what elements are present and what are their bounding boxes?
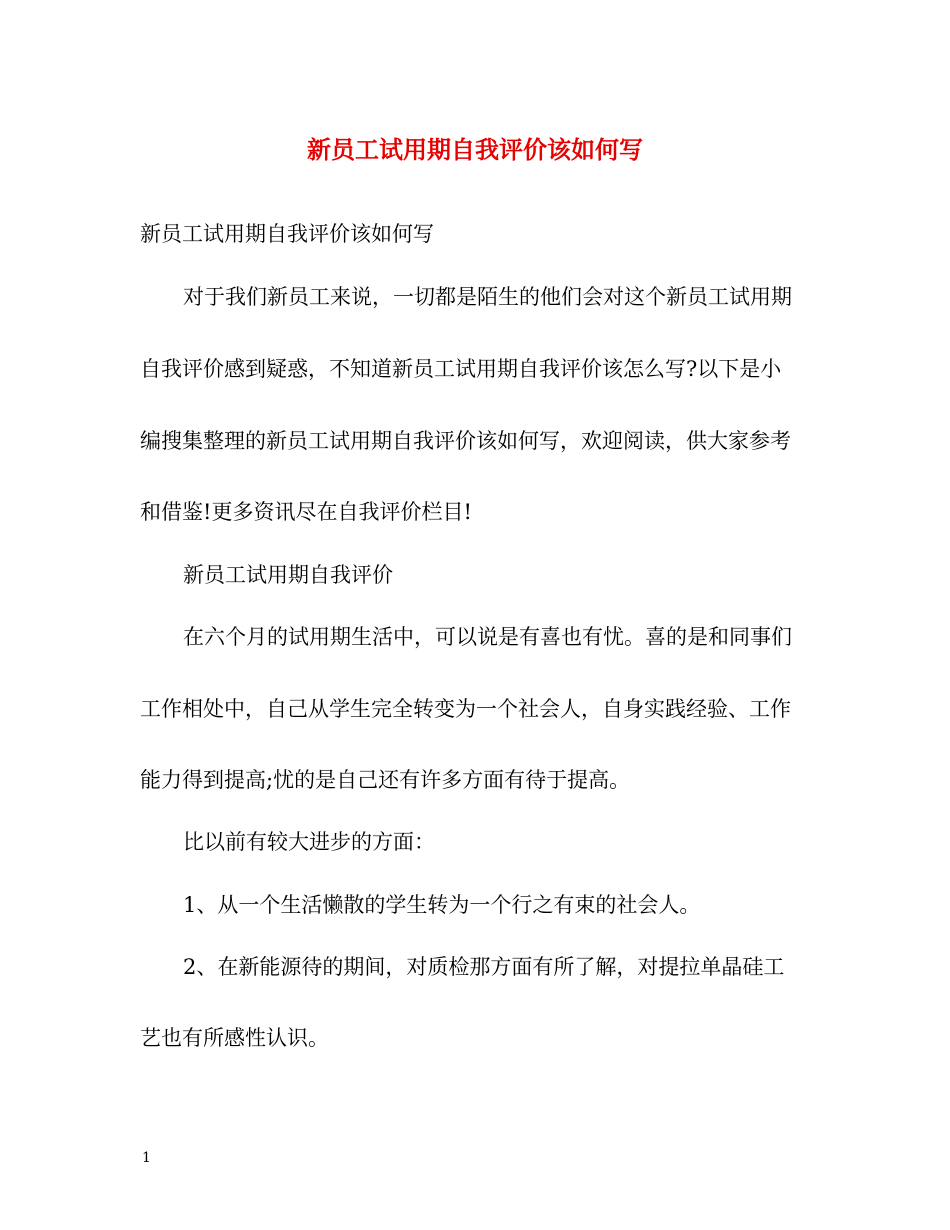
paragraph-line: 编搜集整理的新员工试用期自我评价该如何写，欢迎阅读，供大家参考 xyxy=(140,429,791,453)
list-item: 2、在新能源待的期间，对质检那方面有所了解，对提拉单晶硅工 xyxy=(183,955,785,979)
paragraph-line: 在六个月的试用期生活中，可以说是有喜也有忧。喜的是和同事们 xyxy=(183,625,792,649)
paragraph-line: 工作相处中，自己从学生完全转变为一个社会人，自身实践经验、工作 xyxy=(140,697,791,721)
list-item: 1、从一个生活懒散的学生转为一个行之有束的社会人。 xyxy=(183,893,701,917)
paragraph-line: 和借鉴!更多资讯尽在自我评价栏目! xyxy=(140,500,472,524)
progress-heading: 比以前有较大进步的方面： xyxy=(183,830,435,854)
paragraph-line: 对于我们新员工来说，一切都是陌生的他们会对这个新员工试用期 xyxy=(183,285,792,309)
page-number: 1 xyxy=(142,1150,151,1166)
paragraph-line: 自我评价感到疑惑，不知道新员工试用期自我评价该怎么写?以下是小 xyxy=(140,357,782,381)
document-title: 新员工试用期自我评价该如何写 xyxy=(307,135,643,164)
section-heading: 新员工试用期自我评价 xyxy=(183,563,393,587)
document-subtitle: 新员工试用期自我评价该如何写 xyxy=(140,222,434,246)
paragraph-line: 能力得到提高;忧的是自己还有许多方面有待于提高。 xyxy=(140,768,631,792)
list-item-continuation: 艺也有所感性认识。 xyxy=(140,1026,329,1050)
